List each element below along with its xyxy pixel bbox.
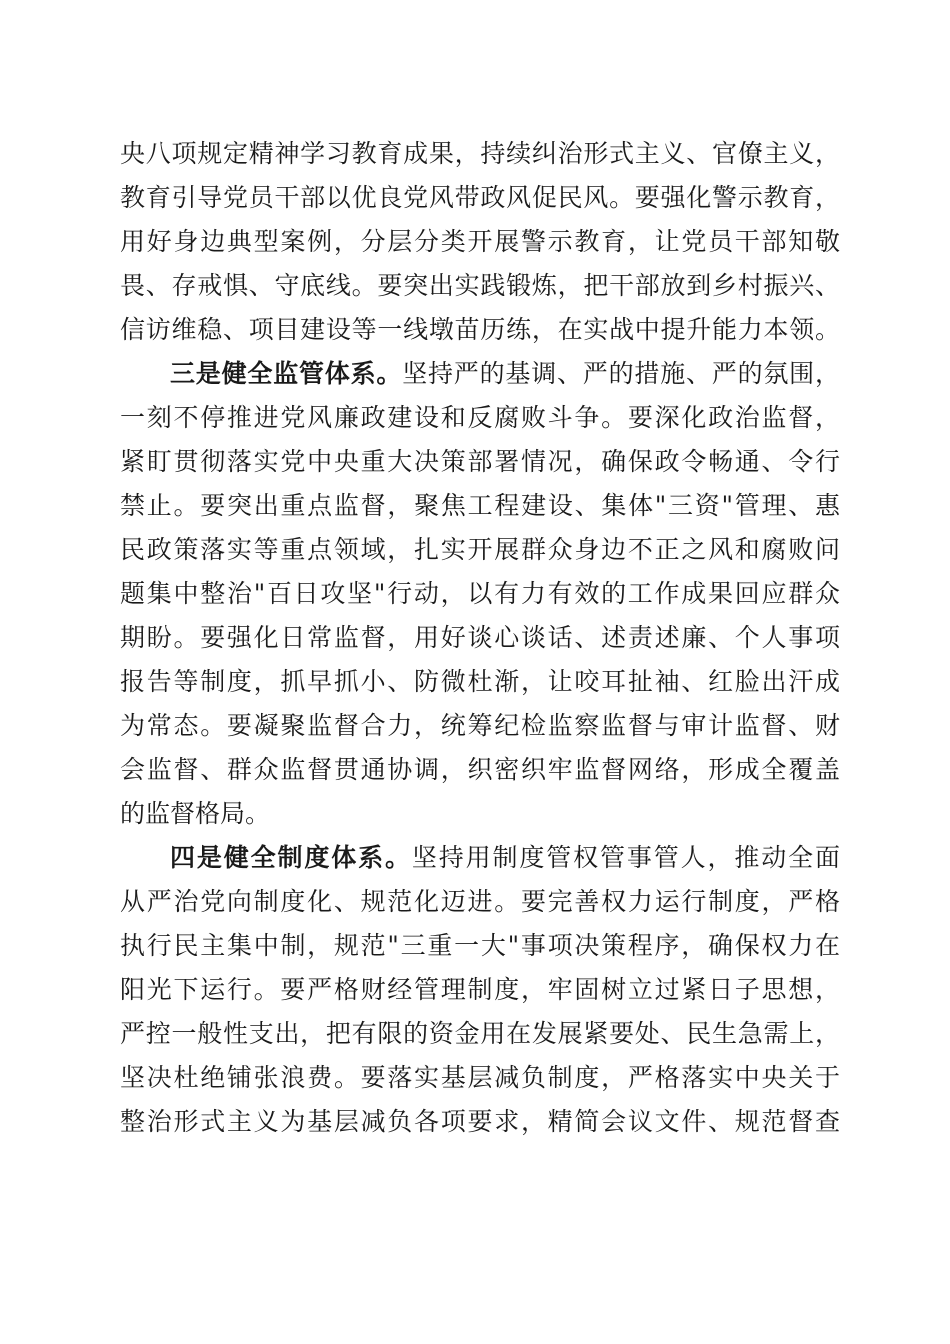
document-page [120,132,840,1144]
text-line: 期盼。要强化日常监督，用好谈心谈话、述责述廉、个人事项 [120,623,840,652]
text-line: 央八项规定精神学习教育成果，持续纠治形式主义、官僚主义， [120,139,840,168]
text-line: 用好身边典型案例，分层分类开展警示教育，让党员干部知敬 [120,227,840,256]
paragraph-supervision-system [120,352,840,836]
text-line: 禁止。要突出重点监督，聚焦工程建设、集体"三资"管理、惠 [120,491,840,520]
text-line: 信访维稳、项目建设等一线墩苗历练，在实战中提升能力本领。 [120,315,840,344]
text-line: 阳光下运行。要严格财经管理制度，牢固树立过紧日子思想， [120,975,840,1004]
text-line: 从严治党向制度化、规范化迈进。要完善权力运行制度，严格 [120,887,840,916]
text-line: 一刻不停推进党风廉政建设和反腐败斗争。要深化政治监督， [120,403,840,432]
text-line: 整治形式主义为基层减负各项要求，精简会议文件、规范督查 [120,1107,840,1136]
paragraph-institution-system [120,836,840,1144]
text-line: 教育引导党员干部以优良党风带政风促民风。要强化警示教育， [120,183,840,212]
paragraph-continuation [120,132,840,352]
text-line [120,836,840,880]
text-line: 严控一般性支出，把有限的资金用在发展紧要处、民生急需上， [120,1019,840,1048]
text-line: 民政策落实等重点领域，扎实开展群众身边不正之风和腐败问 [120,535,840,564]
text-line: 为常态。要凝聚监督合力，统筹纪检监察监督与审计监督、财 [120,711,840,740]
text-line: 紧盯贯彻落实党中央重大决策部署情况，确保政令畅通、令行 [120,447,840,476]
text-fragment: 坚持严的基调、严的措施、严的氛围， [402,359,840,388]
paragraph-lead-heading: 四是健全制度体系。 [170,843,412,872]
text-line: 坚决杜绝铺张浪费。要落实基层减负制度，严格落实中央关于 [120,1063,840,1092]
text-line: 的监督格局。 [120,799,271,828]
text-line [120,352,840,396]
paragraph-lead-heading: 三是健全监管体系。 [170,359,403,388]
text-line: 报告等制度，抓早抓小、防微杜渐，让咬耳扯袖、红脸出汗成 [120,667,840,696]
text-fragment: 坚持用制度管权管事管人，推动全面 [411,843,840,872]
text-line: 会监督、群众监督贯通协调，织密织牢监督网络，形成全覆盖 [120,755,840,784]
text-line: 执行民主集中制，规范"三重一大"事项决策程序，确保权力在 [120,931,840,960]
text-line: 畏、存戒惧、守底线。要突出实践锻炼，把干部放到乡村振兴、 [120,271,840,300]
text-line: 题集中整治"百日攻坚"行动，以有力有效的工作成果回应群众 [120,579,840,608]
